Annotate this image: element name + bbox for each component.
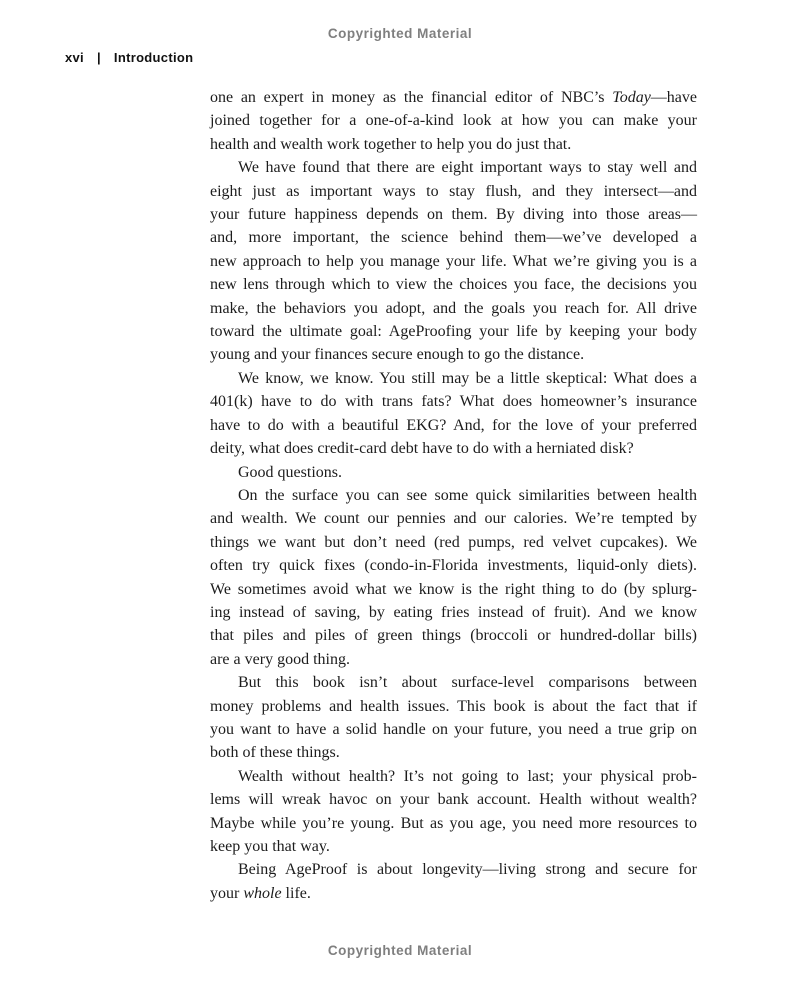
text-line: have to do with a beautiful EKG? And, for the love of your preferred: [210, 416, 697, 434]
text-line: often try quick fixes (condo-in-Florida investments, liquid-only diets).: [210, 557, 697, 575]
text-line: On the surface you can see some quick similarities between health: [238, 486, 697, 504]
text-segment: your: [210, 884, 244, 902]
copyright-watermark-top: Copyrighted Material: [327, 26, 473, 41]
text-line: We have found that there are eight important ways to stay well and: [238, 159, 697, 177]
text-line: But this book isn’t about surface-level comparisons between: [238, 674, 697, 692]
text-line: keep you that way.: [210, 838, 330, 855]
text-line: We know, we know. You still may be a little skeptical: What does a: [238, 369, 697, 387]
text-line: Good questions.: [238, 463, 342, 481]
text-line: ing instead of saving, by eating fries instead of fruit). And we know: [210, 603, 697, 621]
text-line: young and your finances secure enough to go the distance.: [210, 346, 585, 364]
text-line: 401(k) have to do with trans fats? What does homeowner’s insurance: [210, 393, 697, 411]
running-head-separator: |: [96, 50, 101, 65]
text-line: Wealth without health? It’s not going to last; your physical prob-: [238, 767, 697, 785]
text-line: make, the behaviors you adopt, and the goals you reach for. All drive: [210, 299, 697, 317]
text-line: Maybe while you’re young. But as you age, you need more resources to: [210, 814, 697, 832]
text-line: that piles and piles of green things (broccoli or hundred-dollar bills): [210, 627, 697, 645]
text-line: both of these things.: [210, 744, 340, 762]
text-line: new approach to help you manage your life. What we’re giving you is a: [210, 252, 697, 270]
text-line: your future happiness depends on them. By diving into those areas—: [210, 206, 697, 224]
text-segment: —have: [650, 89, 697, 106]
text-line: We sometimes avoid what we know is the right thing to do (by splurg-: [210, 580, 697, 598]
text-line: and wealth. We count our pennies and our calories. We’re tempted by: [210, 510, 697, 528]
text-line: eight just as important ways to stay flush, and they intersect—and: [210, 182, 697, 200]
italic-text-segment: Today: [612, 89, 651, 106]
text-line: things we want but don’t need (red pumps, red velvet cupcakes). We: [210, 533, 697, 551]
text-line: and, more important, the science behind them—we’ve developed a: [210, 229, 697, 247]
text-line: new lens through which to view the choices you face, the decisions you: [210, 276, 697, 294]
text-segment: one an expert in money as the financial editor of NBC’s: [210, 89, 613, 106]
copyright-watermark-bottom: Copyrighted Material: [327, 943, 473, 958]
italic-text-segment: whole: [243, 884, 282, 902]
text-line: you want to have a solid handle on your future, you need a true grip on: [210, 720, 697, 738]
text-line: Being AgeProof is about longevity—living strong and secure for: [238, 861, 697, 879]
text-line: deity, what does credit-card debt have to do with a herniated disk?: [210, 440, 634, 458]
text-line: are a very good thing.: [210, 650, 350, 668]
text-line: money problems and health issues. This book is about the fact that if: [210, 697, 697, 715]
page-number: xvi: [65, 50, 84, 65]
running-head: [65, 50, 193, 65]
text-line: joined together for a one-of-a-kind look at how you can make your: [210, 112, 697, 130]
text-segment: life.: [281, 884, 311, 902]
text-line: [210, 882, 697, 905]
chapter-title: Introduction: [113, 50, 194, 65]
body-text: [210, 86, 697, 905]
text-line: lems will wreak havoc on your bank account. Health without wealth?: [210, 791, 697, 809]
text-line: health and wealth work together to help you do just that.: [210, 135, 572, 153]
text-line: toward the ultimate goal: AgeProofing your life by keeping your body: [210, 323, 697, 341]
text-line: [210, 86, 697, 109]
